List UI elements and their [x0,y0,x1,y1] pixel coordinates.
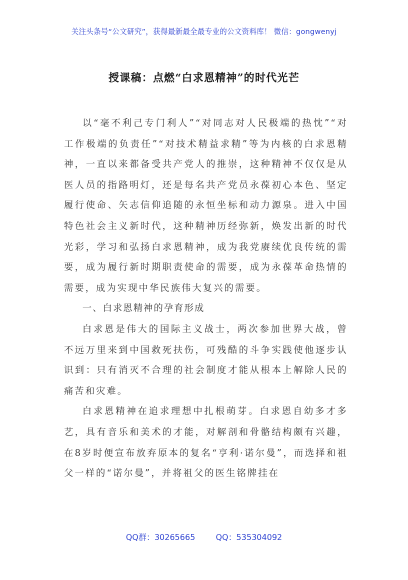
section-heading: 一、白求恩精神的孕育形成 [82,303,205,315]
document-body [64,114,348,485]
document-title: 授课稿：点燃“白求恩精神”的时代光芒 [108,72,300,84]
body-paragraph: 白求恩是伟大的国际主义战士，两次参加世界大战，曾不远万里来到中国救死扶伤，可残酷的斗争实践使他逐步认识到：只有消灭不合理的社会制度才能从根本上解除人民的痛苦和灾难。 [64,323,348,397]
footer-qq-group: QQ群：30265665 [125,533,196,542]
body-paragraph: 白求恩精神在追求理想中扎根萌芽。白求恩自幼多才多艺，具有音乐和美术的才能，对解剖和骨骼结构颇有兴趣，在8岁时便宣布放弃原本的复名“亨利·诺尔曼”，而选择和祖父一样的“诺尔曼”，并将祖父的医生铭牌挂在 [64,406,348,480]
body-paragraph: 以“毫不利己专门利人”“对同志对人民极端的热忱”“对工作极端的负责任”“对技术精益求精”等为内核的白求恩精神，一直以来都备受共产党人的推崇，这种精神不仅仅是从医人员的指路明灯，还是每名共产党员永葆初心本色、坚定履行使命、矢志信仰追随的永恒坐标和动力源泉。进入中国特色社会主义新时代，这种精神历经弥新，焕发出新的时代光彩，学习和弘扬白求恩精神，成为我党赓续优良传统的需要，成为履行新时期职责使命的需要，成为永葆革命热情的需要，成为实现中华民族伟大复兴的需要。 [64,118,348,294]
footer-qq: QQ：535304092 [215,533,283,542]
header-banner: 关注头条号“公文研究”，获得最新最全最专业的公文资料库！ 微信：gongwenyj [71,27,337,36]
footer-contact [0,532,408,543]
